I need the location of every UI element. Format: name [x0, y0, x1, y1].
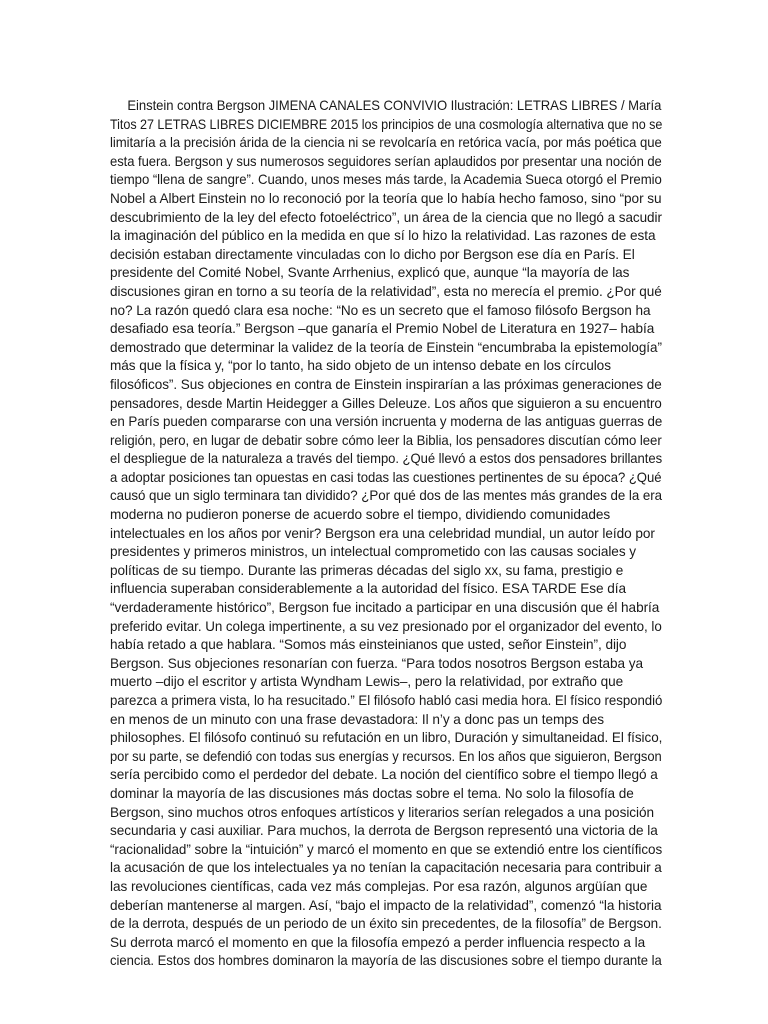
text-line: deberían mantenerse al margen. Así, “bajo el impacto de la relatividad”, comenzó “la historia — [110, 897, 662, 913]
text-line: de la derrota, después de un periodo de un éxito sin precedentes, de la filosofía” de Bergson. — [110, 916, 662, 932]
text-line: presidente del Comité Nobel, Svante Arrhenius, explicó que, aunque “la mayoría de las — [110, 265, 630, 281]
text-line: había retado a que hablara. “Somos más einsteinianos que usted, señor Einstein”, dijo — [110, 637, 627, 653]
text-line: las revoluciones científicas, cada vez más complejas. Por esa razón, algunos argüían que — [110, 878, 648, 894]
text-line: políticas de su tiempo. Durante las primeras décadas del siglo xx, su fama, prestigio e — [110, 562, 624, 578]
text-line: philosophes. El filósofo continuó su refutación en un libro, Duración y simultaneidad. El físico, — [110, 730, 663, 746]
text-line: filosóficos”. Sus objeciones en contra de Einstein inspirarían a las próximas generaciones de — [110, 376, 662, 392]
body-text — [110, 97, 662, 971]
text-line: dominar la mayoría de las discusiones más doctas sobre el tema. No solo la filosofía de — [110, 785, 634, 801]
text-line: Bergson, sino muchos otros enfoques artísticos y literarios serían relegados a una posición — [110, 804, 655, 820]
text-line: religión, pero, en lugar de debatir sobre cómo leer la Biblia, los pensadores discutían cómo leer — [110, 432, 662, 448]
text-line: Nobel a Albert Einstein no lo reconoció por la teoría que lo había hecho famoso, sino “por su — [110, 190, 662, 206]
text-line: el despliegue de la naturaleza a través del tiempo. ¿Qué llevó a estos dos pensadores brillantes — [110, 451, 663, 467]
text-line: Einstein contra Bergson JIMENA CANALES CONVIVIO Ilustración: LETRAS LIBRES / María — [127, 98, 662, 113]
text-line: Su derrota marcó el momento en que la filosofía empezó a perder influencia respecto a la — [110, 934, 646, 950]
text-line: causó que un siglo terminara tan dividido? ¿Por qué dos de las mentes más grandes de la era — [110, 488, 662, 504]
text-line: presidentes y primeros ministros, un intelectual comprometido con las causas sociales y — [110, 544, 637, 560]
text-line: por su parte, se defendió con todas sus energías y recursos. En los años que siguieron, Bergson — [110, 748, 662, 764]
text-line: secundaria y casi auxiliar. Para muchos, la derrota de Bergson representó una victoria de la — [110, 823, 658, 839]
text-line: en menos de un minuto con una frase devastadora: Il n’y a donc pas un temps des — [110, 711, 605, 727]
text-line: “racionalidad” sobre la “intuición” y marcó el momento en que se extendió entre los científicos — [110, 841, 663, 857]
text-line: preferido evitar. Un colega impertinente, a su vez presionado por el organizador del evento, lo — [110, 618, 662, 634]
text-line: muerto –dijo el escritor y artista Wyndham Lewis–, pero la relatividad, por extraño que — [110, 674, 624, 690]
text-line: Bergson. Sus objeciones resonarían con fuerza. “Para todos nosotros Bergson estaba ya — [110, 655, 644, 671]
text-line: la imaginación del público en la medida en que sí lo hizo la relatividad. Las razones de esta — [110, 228, 656, 244]
text-line: esta fuera. Bergson y sus numerosos seguidores serían aplaudidos por presentar una noción de — [110, 153, 662, 169]
text-line: discusiones giran en torno a su teoría de la relatividad”, esta no merecía el premio. ¿Por qué — [110, 283, 662, 299]
text-line: sería percibido como el perdedor del debate. La noción del científico sobre el tiempo llegó a — [110, 767, 658, 783]
text-line: limitaría a la precisión árida de la ciencia ni se revolcaría en retórica vacía, por más poética que — [110, 135, 662, 151]
text-line: desafiado esa teoría.” Bergson –que ganaría el Premio Nobel de Literatura en 1927– había — [110, 321, 655, 337]
text-line: parezca a primera vista, lo ha resucitado.” El filósofo habló casi media hora. El físico respondió — [110, 693, 663, 708]
text-line: pensadores, desde Martin Heidegger a Gilles Deleuze. Los años que siguieron a su encuentro — [110, 395, 662, 411]
text-line: en París pueden compararse con una versión incruenta y moderna de las antiguas guerras de — [110, 414, 663, 430]
text-line: a adoptar posiciones tan opuestas en casi todas las cuestiones pertinentes de su época? ¿Qué — [110, 469, 662, 485]
text-line: demostrado que determinar la validez de la teoría de Einstein “encumbraba la epistemología” — [110, 339, 662, 355]
text-line: influencia superaban considerablemente a la autoridad del físico. ESA TARDE Ese día — [110, 581, 626, 597]
text-line: Titos 27 LETRAS LIBRES DICIEMBRE 2015 los principios de una cosmología alternativa que no se — [110, 116, 663, 132]
text-line: “verdaderamente histórico”, Bergson fue incitado a participar en una discusión que él habría — [110, 600, 660, 616]
text-line: no? La razón quedó clara esa noche: “No es un secreto que el famoso filósofo Bergson ha — [110, 302, 651, 318]
text-line: tiempo “llena de sangre”. Cuando, unos meses más tarde, la Academia Sueca otorgó el Premio — [110, 172, 662, 188]
text-line: moderna no pudieron ponerse de acuerdo sobre el tiempo, dividiendo comunidades — [110, 507, 611, 523]
text-line: descubrimiento de la ley del efecto fotoeléctrico”, un área de la ciencia que no llegó a sacudir — [110, 209, 662, 225]
text-line: decisión estaban directamente vinculadas con lo dicho por Bergson ese día en París. El — [110, 246, 635, 262]
text-line: intelectuales en los años por venir? Bergson era una celebridad mundial, un autor leído por — [110, 525, 655, 541]
text-line: la acusación de que los intelectuales ya no tenían la capacitación necesaria para contribuir a — [110, 860, 662, 876]
text-line: ciencia. Estos dos hombres dominaron la mayoría de las discusiones sobre el tiempo durante la — [110, 953, 662, 969]
text-line: más que la física y, “por lo tanto, ha sido objeto de un intenso debate en los círculos — [110, 358, 611, 374]
